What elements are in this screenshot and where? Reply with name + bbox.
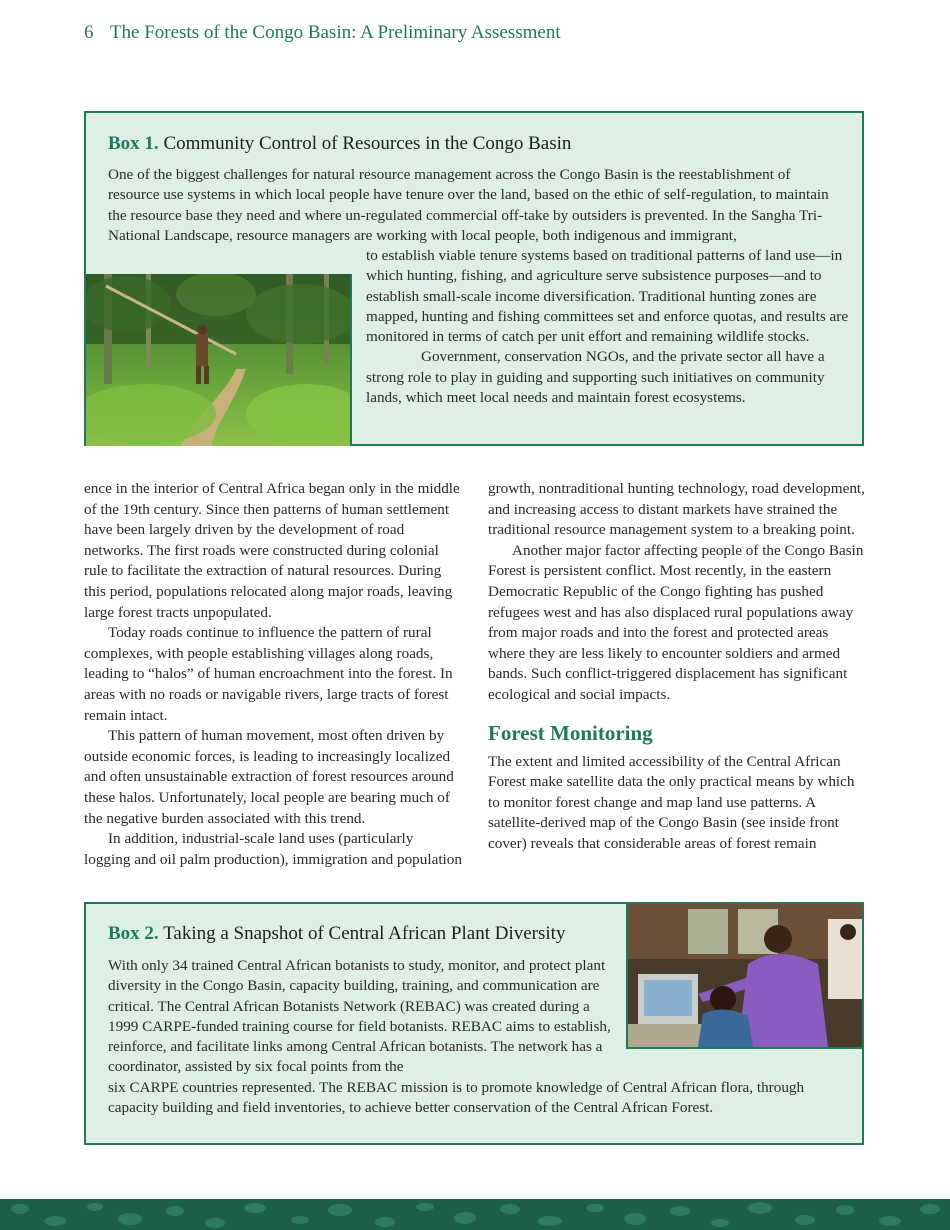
botanists-computer-photo bbox=[626, 904, 862, 1049]
box-1-paragraph-second: Government, conservation NGOs, and the private sector all have a strong role to play in guiding and supporting such initiatives on community lands, which meet local needs and maintain forest ecosystems. bbox=[366, 348, 825, 407]
left-column bbox=[84, 479, 462, 870]
forest-path-illustration bbox=[86, 274, 350, 446]
box-2 bbox=[84, 902, 864, 1145]
box-2-label: Box 2. bbox=[108, 923, 159, 944]
right-paragraph-1: growth, nontraditional hunting technology, road development, and increasing access to distant markets have strained the traditional resource management system to a breaking point. bbox=[488, 480, 865, 539]
right-paragraph-3: The extent and limited accessibility of the Central African Forest make satellite data the only practical means by which to monitor forest change and map land use patterns. A satellite-derived map of the Congo Basin (see inside front cover) reveals that considerable areas of forest remain bbox=[488, 752, 855, 852]
box-1-label: Box 1. bbox=[108, 133, 159, 154]
box-2-paragraph-left: With only 34 trained Central African botanists to study, monitor, and protect plant diversity in the Congo Basin, capacity building, training, and communication are critical. The Central African Botanists Network (REBAC) was created during a 1999 CARPE-funded training course for field botanists. REBAC aims to establish, reinforce, and facilitate links among Central African botanists. The network has a coordinator, assisted by six focal points from the bbox=[108, 957, 611, 1076]
running-header bbox=[84, 22, 561, 44]
forest-path-photo bbox=[86, 274, 352, 446]
section-heading-forest-monitoring: Forest Monitoring bbox=[488, 720, 653, 745]
left-paragraph-4: In addition, industrial-scale land uses (particularly logging and oil palm production), immigration and population bbox=[84, 830, 462, 868]
page-number: 6 bbox=[84, 22, 94, 43]
right-paragraph-2: Another major factor affecting people of the Congo Basin Forest is persistent conflict. Most recently, in the eastern Democratic Republic of the Congo fighting has pushed refugees west and has also displaced rural populations away from major roads and into the forest and protected areas where they are less likely to encounter soldiers and armed bands. Such conflict-triggered displacement has significant ecological and social impacts. bbox=[488, 541, 864, 703]
right-column bbox=[488, 479, 866, 855]
box-2-title bbox=[108, 923, 565, 945]
box-1 bbox=[84, 111, 864, 446]
running-title: The Forests of the Congo Basin: A Preliminary Assessment bbox=[109, 22, 561, 43]
box-1-paragraph-right bbox=[366, 246, 851, 408]
left-paragraph-3: This pattern of human movement, most often driven by outside economic forces, is leading to increasingly localized and often unsustainable extraction of forest resources around these halos. Unfortunately, local people are bearing much of the negative burden associated with this trend. bbox=[84, 727, 454, 827]
box-2-paragraph-bottom: six CARPE countries represented. The REBAC mission is to promote knowledge of Central African flora, through capacity building and field inventories, to achieve better conservation of the Central African Forest. bbox=[108, 1079, 805, 1117]
box-1-title bbox=[108, 133, 571, 155]
box-2-title-text: Taking a Snapshot of Central African Plant Diversity bbox=[163, 923, 566, 944]
leaf-pattern-decoration bbox=[0, 1199, 950, 1230]
decorative-footer-band bbox=[0, 1199, 950, 1230]
box-1-paragraph-right-text: to establish viable tenure systems based on traditional patterns of land use—in which hunting, fishing, and agriculture serve subsistence purposes—and to establish small-scale income diversification. Traditional hunting zones are mapped, hunting and fishing committees set and enforce quotas, and results are monitored in terms of catch per unit effort and remaining wildlife stocks. bbox=[366, 247, 849, 346]
box-1-paragraph-top: One of the biggest challenges for natural resource management across the Congo Basin is the reestablishment of resource use systems in which local people have tenure over the land, based on the ethic of self-regulation, to maintain the resource base they need and where un-regulated commercial off-take by outsiders is prevented. In the Sangha Tri-National Landscape, resource managers are working with local people, both indigenous and immigrant, bbox=[108, 166, 829, 244]
left-paragraph-1: ence in the interior of Central Africa began only in the middle of the 19th century. Since then patterns of human settlement have been largely driven by the development of road networks. The first roads were constructed during colonial rule to facilitate the extraction of natural resources. During this period, populations relocated along major roads, leaving large forest tracts unpopulated. bbox=[84, 480, 460, 621]
botanists-illustration bbox=[628, 904, 862, 1047]
left-paragraph-2: Today roads continue to influence the pattern of rural complexes, with people establishing villages along roads, leading to “halos” of human encroachment into the forest. In areas with no roads or navigable rivers, large tracts of forest remain intact. bbox=[84, 624, 453, 724]
box-1-title-text: Community Control of Resources in the Congo Basin bbox=[163, 133, 572, 154]
